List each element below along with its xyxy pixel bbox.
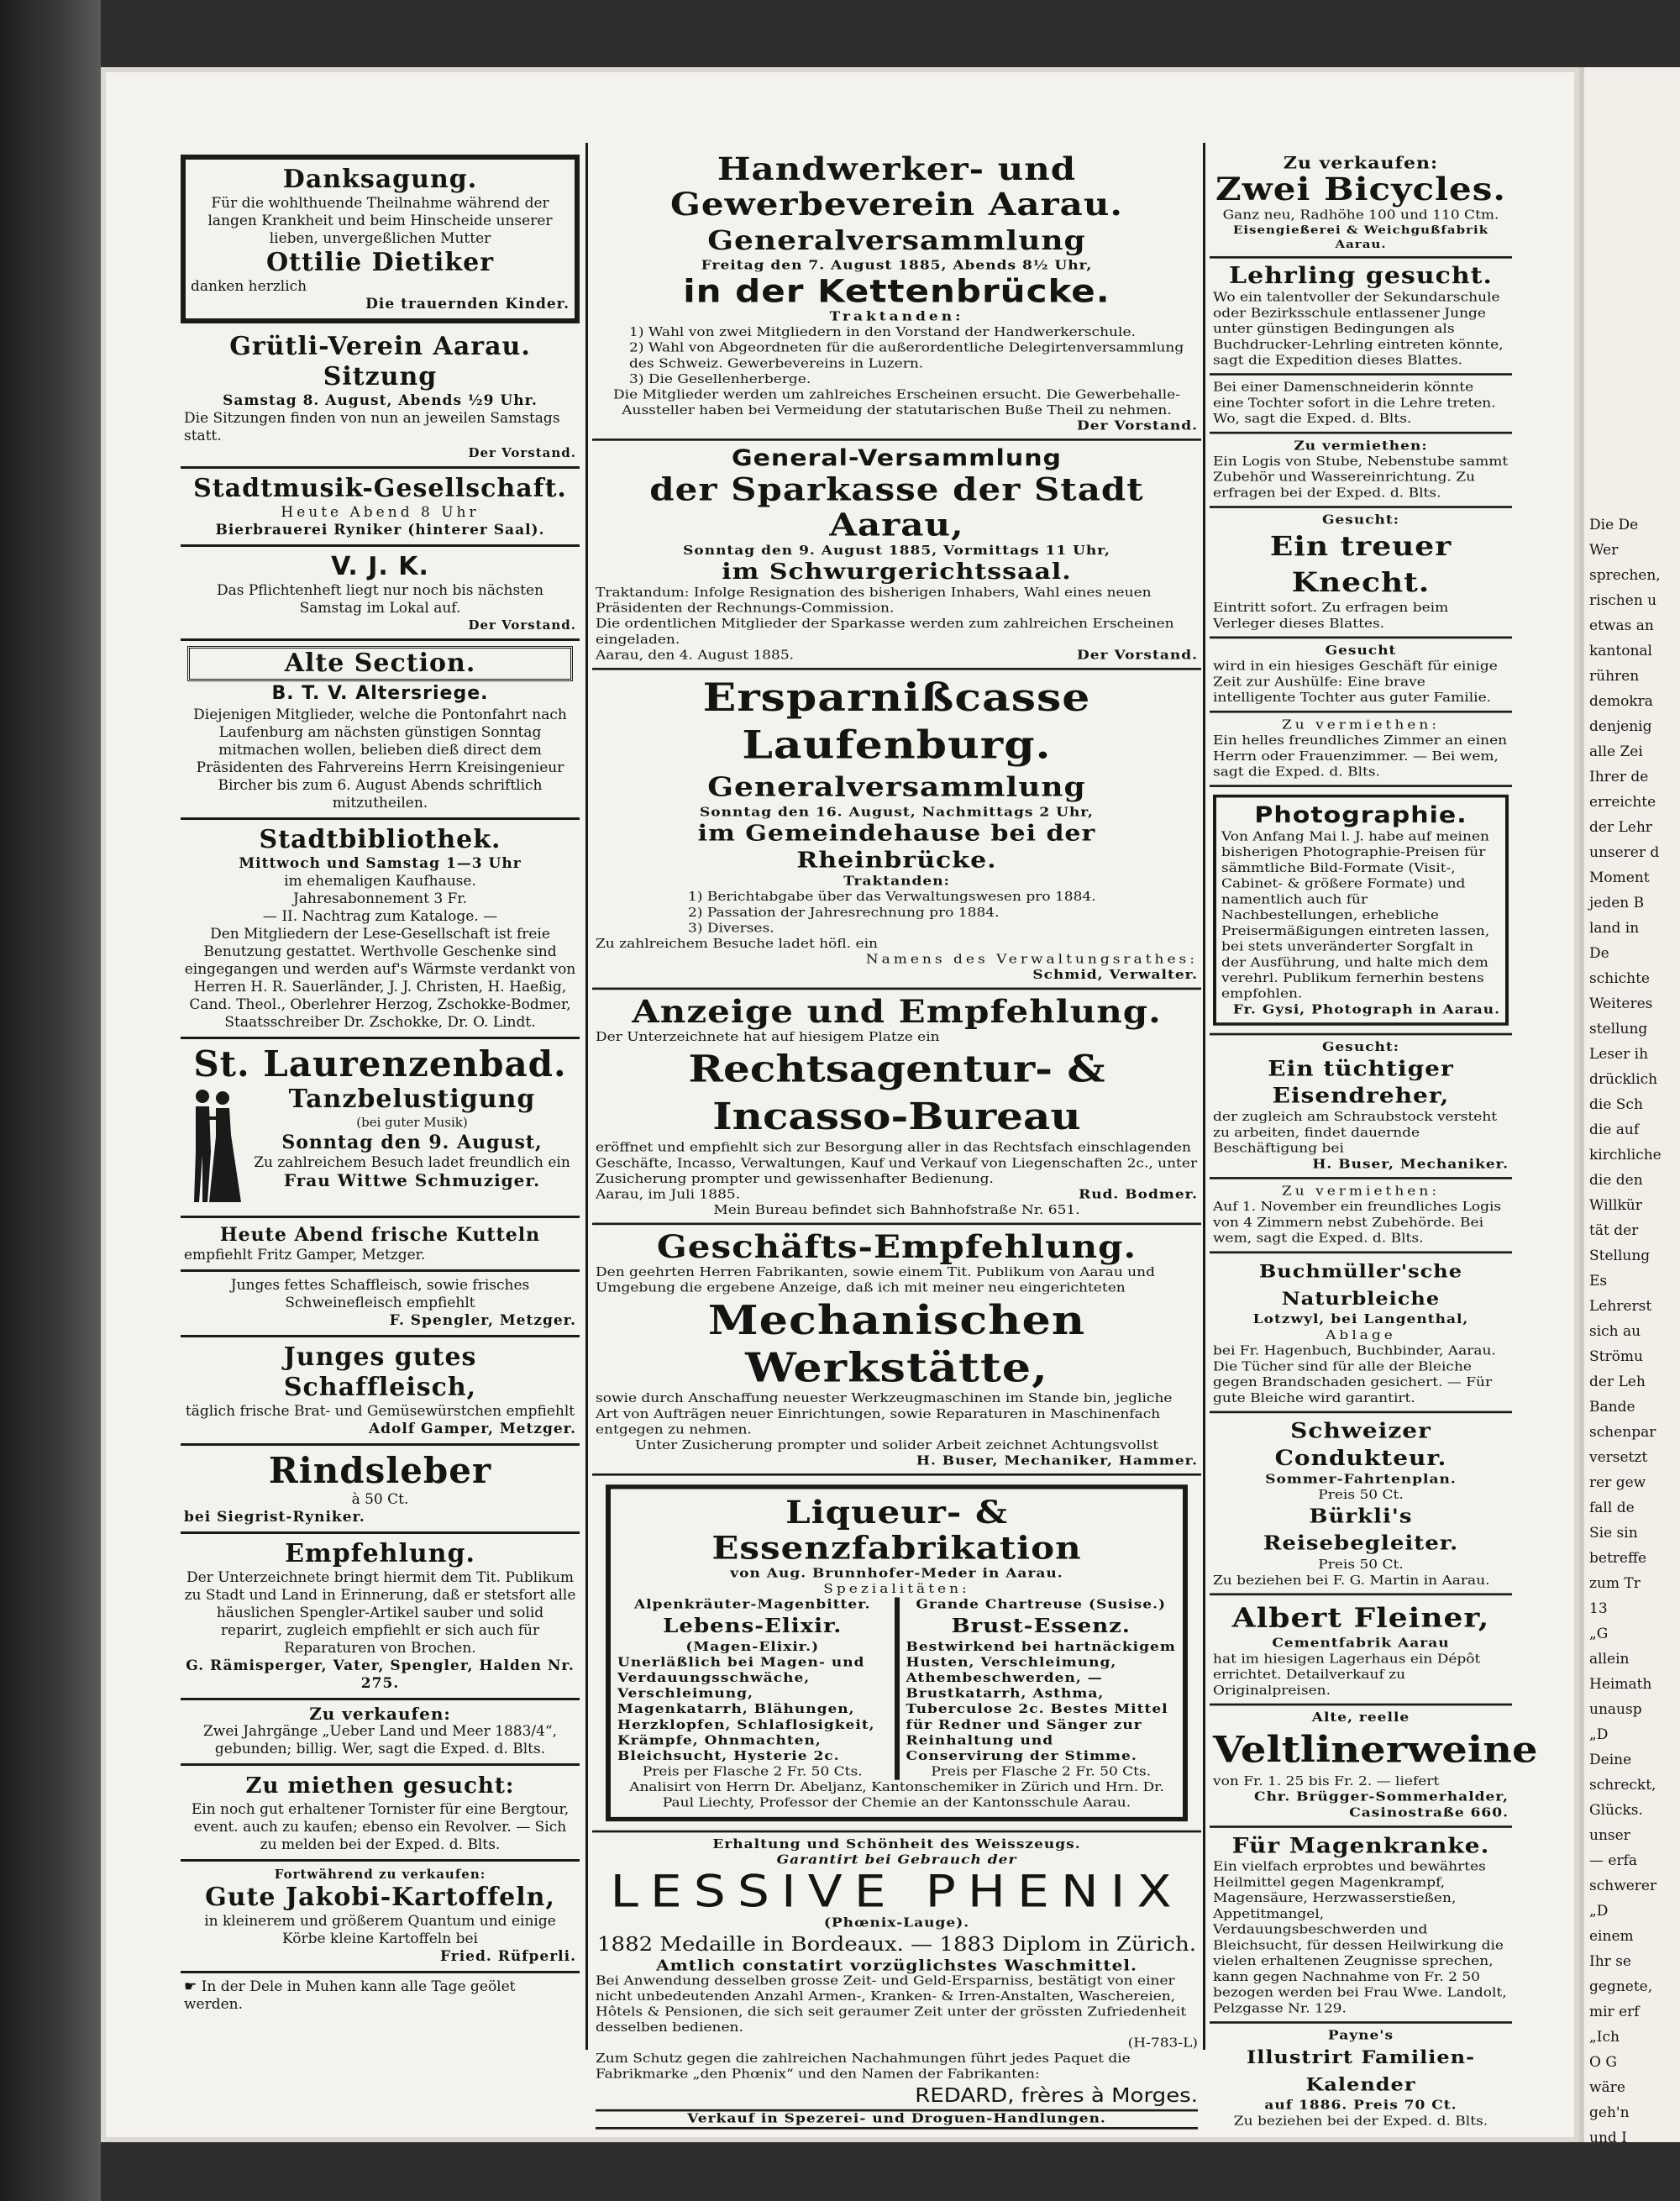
facing-page-line: unausp bbox=[1589, 1701, 1642, 1718]
ad-body: Bei einer Damenschneiderin könnte eine Tochter sofort in die Lehre treten. Wo, sagt die Exped. d. Blts. bbox=[1213, 380, 1496, 427]
ad-body: Ein noch gut erhaltener Tornister für eine Bergtour, event. auch zu kaufen; ebenso ein Revolver. — Sich zu melden bei der Exped. d. Blts. bbox=[191, 1801, 570, 1853]
facing-page-line: mir erf bbox=[1589, 2004, 1640, 2020]
ad-title: Veltlinerweine bbox=[1213, 1729, 1538, 1772]
ad-subtitle: der Sparkasse der Stadt Aarau, bbox=[649, 470, 1144, 544]
ad-body: sowie durch Anschaffung neuester Werkzeugmaschinen im Stande bin, jegliche Art von Aufträgen neuer Einrichtungen, sowie Reparaturen in Maschinenfach entgegen zu nehmen. bbox=[596, 1390, 1173, 1437]
facing-page-line: Es bbox=[1589, 1273, 1608, 1290]
ad-address: Mein Bureau befindet sich Bahnhofstraße Nr. 651. bbox=[713, 1202, 1080, 1218]
dancing-couple-icon bbox=[184, 1085, 243, 1211]
ad-title: Ein tüchtiger Eisendreher, bbox=[1268, 1056, 1454, 1108]
ad-subtitle: Generalversammlung bbox=[707, 771, 1086, 803]
facing-page-line: demokra bbox=[1589, 693, 1653, 710]
facing-page-line: Glücks. bbox=[1589, 1802, 1643, 1819]
ad-kartoffeln bbox=[181, 1862, 580, 1973]
ad-date: Samstag 8. August, Abends ½9 Uhr. bbox=[223, 392, 538, 409]
ad-item-3: 3) Die Gesellenherberge. bbox=[629, 371, 811, 387]
ad-signature: Der Vorstand. bbox=[468, 617, 576, 633]
ad-amtlich: Amtlich constatirt vorzüglichstes Waschmittel. bbox=[656, 1956, 1137, 1975]
ad-body-2: Namens des Verwaltungsrathes: bbox=[865, 952, 1198, 967]
ad-date: Sonntag den 9. August, bbox=[281, 1132, 543, 1153]
ad-naturbleiche bbox=[1210, 1253, 1512, 1413]
facing-page-line: die Sch bbox=[1589, 1096, 1643, 1113]
facing-page-line: rühren bbox=[1589, 668, 1640, 685]
ad-schaffleisch-gamper bbox=[181, 1337, 580, 1446]
facing-page-line: und I bbox=[1589, 2130, 1627, 2142]
facing-page-line: etwas an bbox=[1589, 617, 1654, 634]
facing-page-line: Wer bbox=[1589, 542, 1619, 559]
ad-body: der zugleich am Schraubstock versteht zu arbeiten, findet dauernde Beschäftigung bei bbox=[1213, 1109, 1498, 1157]
ad-title: Ersparnißcasse Laufenburg. bbox=[702, 675, 1091, 769]
ad-pre: Gesucht: bbox=[1321, 1039, 1400, 1055]
ad-knecht bbox=[1210, 508, 1512, 638]
ad-title: Liqueur- & Essenzfabrikation bbox=[711, 1494, 1082, 1567]
ad-body-tail: danken herzlich bbox=[191, 278, 307, 295]
ad-place: Lotzwyl, bei Langenthal, bbox=[1252, 1311, 1469, 1327]
ad-line-1: Mittwoch und Samstag 1—3 Uhr bbox=[239, 855, 522, 872]
ad-body: Ganz neu, Radhöhe 100 und 110 Ctm. bbox=[1222, 207, 1499, 223]
facing-page-line: De bbox=[1589, 945, 1609, 962]
ad-body: empfiehlt Fritz Gamper, Metzger. bbox=[184, 1247, 426, 1263]
ad-body: Junges fettes Schaffleisch, sowie frisches Schweinefleisch empfiehlt bbox=[230, 1277, 530, 1311]
ad-subtitle: Generalversammlung bbox=[707, 224, 1086, 256]
facing-page-line: versetzt bbox=[1589, 1449, 1648, 1466]
ad-laurenzenbad bbox=[181, 1039, 580, 1218]
ad-traktanden-label: Traktanden: bbox=[829, 309, 964, 325]
ad-signature: Adolf Gamper, Metzger. bbox=[368, 1421, 576, 1437]
column-rule-1 bbox=[585, 143, 588, 2050]
facing-page-line: fall de bbox=[1589, 1500, 1635, 1516]
facing-page-line: jeden B bbox=[1589, 895, 1645, 911]
ad-title: Anzeige und Empfehlung. bbox=[632, 993, 1162, 1030]
ad-subtitle-2: Bürkli's Reisebegleiter. bbox=[1263, 1505, 1459, 1555]
facing-page-line: unserer d bbox=[1589, 844, 1660, 861]
facing-page-line: einem bbox=[1589, 1928, 1634, 1945]
ad-title: Zu verkaufen: bbox=[309, 1704, 451, 1724]
ad-verkauf: Verkauf in Spezerei- und Droguen-Handlungen. bbox=[596, 2109, 1198, 2130]
ad-title: V. J. K. bbox=[331, 552, 429, 581]
left-heading-2: Lebens-Elixir. bbox=[663, 1615, 843, 1638]
ad-title: Zu miethen gesucht: bbox=[245, 1773, 515, 1799]
facing-page-line: 13 bbox=[1589, 1600, 1608, 1617]
ad-title: Zu vermiethen: bbox=[1294, 438, 1428, 454]
ad-body: Das Pflichtenheft liegt nur noch bis nächsten Samstag im Lokal auf. bbox=[216, 582, 544, 617]
ad-title: Alte Section. bbox=[187, 646, 573, 681]
ad-pre: Fortwährend zu verkaufen: bbox=[274, 1867, 486, 1882]
ad-body bbox=[184, 1978, 576, 2014]
ad-signature: G. Rämisperger, Vater, Spengler, Halden Nr. 275. bbox=[186, 1657, 575, 1692]
ad-veltliner bbox=[1210, 1705, 1538, 1827]
ad-date: Freitag den 7. August 1885, Abends 8½ Uhr, bbox=[701, 258, 1093, 274]
ad-title: Empfehlung. bbox=[285, 1539, 475, 1568]
left-heading-3: (Magen-Elixir.) bbox=[685, 1639, 820, 1655]
facing-page-edge bbox=[1579, 67, 1680, 2142]
ad-item-1: 1) Wahl von zwei Mitgliedern in den Vorstand der Handwerkerschule. bbox=[629, 324, 1136, 340]
facing-page-line: Ihrer de bbox=[1589, 769, 1649, 785]
ad-signature: Schmid, Verwalter. bbox=[1032, 967, 1198, 983]
ad-body: in kleinerem und größerem Quantum und einige Körbe kleine Kartoffeln bei bbox=[204, 1913, 556, 1947]
ad-kalender bbox=[1210, 2024, 1512, 2134]
column-left bbox=[181, 151, 580, 2019]
ad-body: Eintritt sofort. Zu erfragen beim Verleger dieses Blattes. bbox=[1213, 600, 1449, 632]
ad-note: Zu beziehen bei der Exped. d. Blts. bbox=[1233, 2113, 1488, 2129]
facing-page-line: schenpar bbox=[1589, 1424, 1656, 1441]
ad-rechtsagentur bbox=[592, 990, 1201, 1225]
ad-title: Buchmüller'sche Naturbleiche bbox=[1259, 1260, 1462, 1310]
ad-date: Sonntag den 16. August, Nachmittags 2 Uhr, bbox=[700, 805, 1094, 820]
ad-title: Ein treuer Knecht. bbox=[1269, 530, 1452, 598]
ad-body: Der Unterzeichnete bringt hiermit dem Tit. Publikum zu Stadt und Land in Erinnerung, daß er stetsfort alle häuslichen Spengler-Artikel sauber und solid reparirt, zugleich empfiehlt er sich auch für Reparaturen von Brochen. bbox=[184, 1569, 576, 1657]
ad-bicycles bbox=[1210, 151, 1512, 259]
facing-page-line: sprechen, bbox=[1589, 567, 1661, 584]
ad-stadtmusik bbox=[181, 469, 580, 547]
book-spine bbox=[0, 0, 101, 2201]
facing-page-line: Deine bbox=[1589, 1752, 1632, 1768]
ad-signature: F. Spengler, Metzger. bbox=[389, 1312, 576, 1329]
ad-vjk bbox=[181, 547, 580, 641]
facing-page-text bbox=[1584, 67, 1680, 2142]
ad-logis-november bbox=[1210, 1179, 1512, 1253]
left-price: Preis per Flasche 2 Fr. 50 Cts. bbox=[642, 1764, 863, 1779]
ad-damenschneiderin bbox=[1210, 376, 1512, 434]
facing-page-line: schichte bbox=[1589, 970, 1650, 987]
ad-price: à 50 Ct. bbox=[351, 1491, 409, 1508]
facing-page-line: „D bbox=[1589, 1726, 1609, 1743]
facing-page-line: sich au bbox=[1589, 1323, 1641, 1340]
facing-page-line: land in bbox=[1589, 920, 1640, 937]
ad-signature: Eisengießerei & Weichgußfabrik Aarau. bbox=[1232, 223, 1489, 251]
ad-pre-1: Erhaltung und Schönheit des Weisszeugs. bbox=[712, 1836, 1081, 1852]
ad-price: Preis 50 Ct. bbox=[1318, 1487, 1404, 1503]
facing-page-line: Moment bbox=[1589, 869, 1650, 886]
facing-page-line: die den bbox=[1589, 1172, 1643, 1189]
ad-code: (H-783-L) bbox=[1127, 2036, 1198, 2051]
ad-title: Rindsleber bbox=[268, 1450, 492, 1491]
ad-body: Ein vielfach erprobtes und bewährtes Heilmittel gegen Magenkrampf, Magensäure, Herzwasserstießen, Appetitmangel, Verdauungsbeschwerden und Bleichsucht, für dessen Heilwirkung die vielen erhaltenen Zeugnisse sprechen, kann gegen Nachnahme von Fr. 2 50 bezogen werden bei Frau Wwe. Landolt, Pelzgasse Nr. 129. bbox=[1213, 1859, 1507, 2016]
left-body: Unerläßlich bei Magen- und Verdauungsschwäche, Verschleimung, Magenkatarrh, Blähungen, Herzklopfen, Schlaflosigkeit, Krämpfe, Ohnmachten, Bleichsucht, Hysterie 2c. bbox=[617, 1655, 875, 1764]
ad-body: Die ordentlichen Mitglieder der Sparkasse werden zum zahlreichen Erscheinen eingeladen. bbox=[596, 617, 1174, 648]
facing-page-line: schwerer bbox=[1589, 1878, 1657, 1894]
right-body: Bestwirkend bei hartnäckigem Husten, Verschleimung, Athembeschwerden, — Brustkatarrh, Asthma, Tuberculose 2c. Bestes Mittel für Redner und Sänger zur Reinhaltung und Conservirung der Stimme. bbox=[906, 1639, 1176, 1764]
column-center bbox=[592, 147, 1201, 2134]
facing-page-line: Sie sin bbox=[1589, 1525, 1638, 1542]
ad-title: Heute Abend frische Kutteln bbox=[219, 1224, 541, 1246]
ad-body: eröffnet und empfiehlt sich zur Besorgung aller in das Rechtsfach einschlagenden Geschäfte, Incasso, Verwaltungen, Kauf und Verkauf von Liegenschaften 2c., unter Zusicherung prompter und gewissenhafter Bedienung. bbox=[596, 1140, 1198, 1187]
ad-headline: Mechanischen Werkstätte, bbox=[707, 1295, 1086, 1391]
ad-traktanden-label: Traktanden: bbox=[843, 874, 950, 890]
facing-page-line: denjenig bbox=[1589, 718, 1652, 735]
ad-title: Zu vermiethen: bbox=[1281, 717, 1441, 733]
ad-signature: Rud. Bodmer. bbox=[1079, 1187, 1198, 1202]
ad-item-1: 1) Berichtabgabe über das Verwaltungswesen pro 1884. bbox=[688, 889, 1096, 905]
ad-title: Gesucht bbox=[1325, 643, 1397, 659]
ad-gewerbeverein bbox=[592, 147, 1201, 441]
facing-page-line: alle Zei bbox=[1589, 743, 1643, 760]
ad-pre: Zu verkaufen: bbox=[1283, 153, 1439, 173]
column-rule-2 bbox=[1203, 143, 1205, 2050]
ad-laufenburg bbox=[592, 670, 1201, 990]
ad-eisendreher bbox=[1210, 1035, 1512, 1179]
ad-place: im Gemeindehause bei der Rheinbrücke. bbox=[697, 820, 1096, 874]
ad-title: LESSIVE PHENIX bbox=[610, 1866, 1184, 1918]
facing-page-line: betreffe bbox=[1589, 1550, 1647, 1567]
ad-zu-verkaufen bbox=[181, 1700, 580, 1766]
facing-page-line: allein bbox=[1589, 1651, 1630, 1668]
facing-page-line: der Lehr bbox=[1589, 819, 1652, 836]
right-heading-2: Brust-Essenz. bbox=[951, 1615, 1131, 1638]
ad-title: Albert Fleiner, bbox=[1231, 1602, 1490, 1634]
ad-alte-section bbox=[181, 641, 580, 820]
ad-body: Von Anfang Mai l. J. habe auf meinen bisherigen Photographie-Preisen für sämmtliche Bild-Formate (Visit-, Cabinet- & größere Formate) und namentlich auch für Nachbestellungen, erhebliche Preisermäßigungen eintreten lassen, bei stets unveränderter Sorgfalt in der Ausführung, und halte mich dem verehrl. Publikum fernerhin bestens empfohlen. bbox=[1221, 828, 1490, 1002]
ad-body: täglich frische Brat- und Gemüsewürstchen empfiehlt bbox=[185, 1403, 575, 1420]
ad-subtitle: auf 1886. Preis 70 Ct. bbox=[1264, 2098, 1457, 2114]
ad-place: im Schwurgerichtssaal. bbox=[722, 559, 1072, 586]
ad-rindsleber bbox=[181, 1446, 580, 1534]
ad-pre: Alte, reelle bbox=[1311, 1710, 1410, 1726]
ad-body: Ein Logis von Stube, Nebenstube sammt Zubehör und Wassereinrichtung. Zu erfragen bei der Exped. d. Blts. bbox=[1213, 454, 1509, 501]
ad-maker: REDARD, frères à Morges. bbox=[915, 2084, 1198, 2108]
ad-title: Zwei Bicycles. bbox=[1215, 171, 1507, 207]
ad-subtitle: von Aug. Brunnhofer-Meder in Aarau. bbox=[730, 1566, 1063, 1582]
ad-lessive-phenix bbox=[592, 1832, 1201, 2134]
ad-line-2: im ehemaligen Kaufhause. bbox=[284, 873, 476, 890]
ad-sparkasse bbox=[592, 441, 1201, 670]
ad-fleiner bbox=[1210, 1595, 1512, 1705]
ad-title: Illustrirt Familien-Kalender bbox=[1246, 2046, 1476, 2095]
ad-signature: Der Vorstand. bbox=[1077, 418, 1198, 433]
ad-dele bbox=[181, 1973, 580, 2019]
facing-page-line: Die De bbox=[1589, 517, 1639, 533]
ad-lehrling bbox=[1210, 259, 1512, 376]
ad-intro: Den geehrten Herren Fabrikanten, sowie einem Tit. Publikum von Aarau und Umgebung die ergebene Anzeige, daß ich mit meiner neu eingerichteten bbox=[596, 1264, 1155, 1296]
ad-place: in der Kettenbrücke. bbox=[683, 273, 1110, 310]
ad-subtitle: Tanzbelustigung bbox=[288, 1085, 536, 1114]
ad-traktandum: Traktandum: Infolge Resignation des bisherigen Inhabers, Wahl eines neuen Präsidenten der Rechnungs-Commission. bbox=[596, 585, 1152, 617]
ad-body: Diejenigen Mitglieder, welche die Pontonfahrt nach Laufenburg am nächsten günstigen Sonntag mitmachen wollen, belieben dieß direct dem Präsidenten des Fahrvereins Herrn Kreisingenieur Bircher bis zum 6. August Abends schriftlich mitzutheilen. bbox=[193, 707, 567, 812]
ad-signature: Fried. Rüfperli. bbox=[439, 1948, 576, 1965]
ad-ablage: Ablage bbox=[1326, 1327, 1396, 1343]
ad-body: Die Mitglieder werden um zahlreiches Erscheinen ersucht. Die Gewerbehalle-Aussteller haben bei Vermeidung der statutarischen Buße Theil zu nehmen. bbox=[613, 387, 1180, 418]
right-heading-1: Grande Chartreuse (Susise.) bbox=[916, 1597, 1167, 1613]
ad-note: Zu beziehen bei F. G. Martin in Aarau. bbox=[1213, 1573, 1490, 1589]
facing-page-line: drücklich bbox=[1589, 1071, 1658, 1088]
ad-paren: (Phœnix-Lauge). bbox=[823, 1915, 970, 1930]
facing-page-line: rer gew bbox=[1589, 1474, 1646, 1491]
facing-page-line: unser bbox=[1589, 1827, 1630, 1844]
ad-footer: Analisirt von Herrn Dr. Abeljanz, Kantonschemiker in Zürich und Hrn. Dr. Paul Liechty, Professor der Chemie an der Kantonsschule Aarau. bbox=[629, 1779, 1164, 1810]
facing-page-line: „G bbox=[1589, 1626, 1609, 1642]
ad-headline: Rechtsagentur- & Incasso-Bureau bbox=[688, 1047, 1105, 1138]
facing-page-line: Lehrerst bbox=[1589, 1298, 1652, 1315]
facing-page-line: Weiteres bbox=[1589, 995, 1653, 1012]
ad-danksagung bbox=[181, 155, 580, 323]
facing-page-line: O G bbox=[1589, 2054, 1617, 2071]
facing-page-line: kantonal bbox=[1589, 643, 1652, 659]
ad-name: Ottilie Dietiker bbox=[266, 248, 494, 277]
ad-item-2: 2) Passation der Jahresrechnung pro 1884. bbox=[688, 905, 1000, 921]
ad-title: Zu vermiethen: bbox=[1281, 1184, 1441, 1199]
ad-title: Stadtmusik-Gesellschaft. bbox=[193, 474, 567, 503]
ad-werkstaette bbox=[592, 1225, 1201, 1475]
ad-body-text: In der Dele in Muhen kann alle Tage geölet werden. bbox=[184, 1978, 516, 2013]
ad-title: Junges gutes Schaffleisch, bbox=[283, 1342, 477, 1402]
ad-line-3: Jahresabonnement 3 Fr. bbox=[292, 890, 468, 907]
ad-signature: Fr. Gysi, Photograph in Aarau. bbox=[1232, 1002, 1500, 1017]
ad-date-line: Aarau, den 4. August 1885. bbox=[596, 648, 795, 663]
facing-page-line: zum Tr bbox=[1589, 1575, 1641, 1592]
ad-body: Zu zahlreichem Besuch ladet freundlich ein bbox=[254, 1154, 570, 1171]
liqueur-frame bbox=[606, 1484, 1188, 1821]
ad-title: Gute Jakobi-Kartoffeln, bbox=[205, 1883, 555, 1912]
ad-zu-miethen bbox=[181, 1766, 580, 1862]
facing-page-line: erreichte bbox=[1589, 794, 1656, 811]
facing-page-line: Strömu bbox=[1589, 1348, 1643, 1365]
ad-photographie bbox=[1210, 787, 1512, 1035]
facing-page-line: Willkür bbox=[1589, 1197, 1642, 1214]
ad-body: von Fr. 1. 25 bis Fr. 2. — liefert bbox=[1213, 1773, 1440, 1789]
ad-pre: Gesucht: bbox=[1321, 512, 1400, 528]
facing-page-line: Bande bbox=[1589, 1399, 1635, 1416]
ad-subtitle: Cementfabrik Aarau bbox=[1272, 1636, 1450, 1652]
ad-body: hat im hiesigen Lagerhaus ein Dépôt errichtet. Detailverkauf zu Originalpreisen. bbox=[1213, 1652, 1481, 1699]
facing-page-line: geh'n bbox=[1589, 2104, 1630, 2121]
facing-page-line: stellung bbox=[1589, 1021, 1648, 1037]
ad-gruetli bbox=[181, 327, 580, 469]
ad-schaffleisch-spengler bbox=[181, 1272, 580, 1337]
ad-item-3: 3) Diverses. bbox=[688, 921, 774, 936]
ad-spec-label: Spezialitäten: bbox=[823, 1581, 970, 1597]
ad-signature: H. Buser, Mechaniker, Hammer. bbox=[916, 1453, 1198, 1468]
facing-page-line: tät der bbox=[1589, 1222, 1639, 1239]
ad-body: Wo ein talentvoller der Sekundarschule oder Bezirksschule entlassener Junge unter günstigen Bedingungen als Buchdrucker-Lehrling eintreten könnte, sagt die Expedition dieses Blattes. bbox=[1213, 290, 1504, 368]
ad-magenkranke bbox=[1210, 1828, 1512, 2024]
left-heading-1: Alpenkräuter-Magenbitter. bbox=[633, 1597, 871, 1613]
pointing-hand-icon: ☛ bbox=[184, 1978, 202, 1995]
ad-logis bbox=[1210, 434, 1512, 508]
ad-price-2: Preis 50 Ct. bbox=[1318, 1557, 1404, 1573]
ad-signature: Frau Wittwe Schmuziger. bbox=[283, 1170, 541, 1190]
facing-page-line: wäre bbox=[1589, 2079, 1625, 2096]
ad-liqueur bbox=[592, 1476, 1201, 1833]
ad-signature: Chr. Brügger-Sommerhalder, Casinostraße 660. bbox=[1254, 1789, 1509, 1820]
ad-signature: Der Vorstand. bbox=[1077, 648, 1198, 663]
facing-page-line: Ihr se bbox=[1589, 1953, 1631, 1970]
facing-page-line: gegnete, bbox=[1589, 1978, 1653, 1995]
facing-page-line: Stellung bbox=[1589, 1248, 1651, 1264]
right-price: Preis per Flasche 2 Fr. 50 Cts. bbox=[931, 1764, 1152, 1779]
ad-subtitle: Sommer-Fahrtenplan. bbox=[1265, 1471, 1457, 1487]
ad-title: Danksagung. bbox=[282, 165, 478, 194]
ad-body: Zwei Jahrgänge „Ueber Land und Meer 1883/4“, gebunden; billig. Wer, sagt die Exped. d. Blts. bbox=[202, 1723, 558, 1757]
facing-page-line: „Ich bbox=[1589, 2029, 1620, 2046]
ad-body: Bei Anwendung desselben grosse Zeit- und Geld-Ersparniss, bestätigt von einer nicht unbedeutenden Anzahl Armen-, Kranken- & Irren-Anstalten, Waschereien, Hôtels & Pensionen, die sich seit geraumer Zeit unter der grössten Zufriedenheit desselben bedienen. bbox=[596, 1973, 1187, 2036]
ad-zimmer bbox=[1210, 713, 1512, 787]
facing-page-line: Leser ih bbox=[1589, 1046, 1649, 1063]
ad-empfehlung-spengler bbox=[181, 1534, 580, 1700]
ad-title: General-Versammlung bbox=[731, 445, 1063, 471]
ad-schutz: Zum Schutz gegen die zahlreichen Nachahmungen führt jedes Paquet die Fabrikmarke „den Phœnix“ und den Namen der Fabrikanten: bbox=[596, 2051, 1131, 2083]
facing-page-line: Heimath bbox=[1589, 1676, 1652, 1693]
ad-title: Geschäfts-Empfehlung. bbox=[656, 1228, 1137, 1265]
ad-medal: 1882 Medaille in Bordeaux. — 1883 Diplom in Zürich. bbox=[596, 1933, 1196, 1956]
ad-title: St. Laurenzenbad. bbox=[193, 1043, 567, 1085]
ad-intro: Der Unterzeichnete hat auf hiesigem Platze ein bbox=[596, 1029, 940, 1045]
ad-body: Ein helles freundliches Zimmer an einen Herrn oder Frauenzimmer. — Bei wem, sagt die Exped. d. Blts. bbox=[1213, 733, 1508, 780]
facing-page-line: rischen u bbox=[1589, 592, 1657, 609]
ad-body: Zu zahlreichem Besuche ladet höfl. ein bbox=[596, 936, 879, 952]
ad-subtitle: B. T. V. Altersriege. bbox=[271, 683, 489, 704]
ad-paren: (bei guter Musik) bbox=[356, 1115, 468, 1130]
facing-page-line: schreckt, bbox=[1589, 1777, 1656, 1794]
facing-page-line: der Leh bbox=[1589, 1374, 1646, 1390]
ad-pre: Payne's bbox=[1327, 2028, 1394, 2044]
facing-page-line: die auf bbox=[1589, 1122, 1640, 1138]
ad-condukteur bbox=[1210, 1413, 1512, 1595]
ad-body: Auf 1. November ein freundliches Logis von 4 Zimmern nebst Zubehörde. Bei wem, sagt die Exped. d. Blts. bbox=[1213, 1199, 1502, 1247]
ad-item-2: 2) Wahl von Abgeordneten für die außerordentliche Delegirtenversammlung des Schweiz. Gewerbevereins in Luzern. bbox=[629, 340, 1184, 371]
ad-stadtbibliothek bbox=[181, 820, 580, 1039]
ad-date: Sonntag den 9. August 1885, Vormittags 11 Uhr, bbox=[683, 543, 1110, 559]
ad-body: Für die wohlthuende Theilnahme während der langen Krankheit und beim Hinscheide unserer lieben, unvergeßlichen Mutter bbox=[207, 195, 553, 247]
ad-line-4: — II. Nachtrag zum Kataloge. — bbox=[262, 908, 498, 925]
ad-line: bei Siegrist-Ryniker. bbox=[184, 1509, 365, 1526]
ad-title: Grütli-Verein Aarau. bbox=[229, 332, 531, 361]
ad-body: wird in ein hiesiges Geschäft für einige Zeit zur Aushülfe: Eine brave intelligente Tochter aus guter Familie. bbox=[1213, 659, 1498, 706]
ad-title: Lehrling gesucht. bbox=[1229, 262, 1493, 290]
ad-tochter bbox=[1210, 638, 1512, 712]
facing-page-line: — erfa bbox=[1589, 1852, 1638, 1869]
ad-line: Heute Abend 8 Uhr bbox=[281, 504, 480, 521]
ad-title: Schweizer Condukteur. bbox=[1274, 1418, 1447, 1471]
ad-pre-2: Garantirt bei Gebrauch der bbox=[776, 1852, 1017, 1867]
column-right bbox=[1210, 151, 1538, 2134]
ad-title: Für Magenkranke. bbox=[1231, 1833, 1490, 1858]
ad-date-line: Aarau, im Juli 1885. bbox=[596, 1187, 741, 1202]
ad-body: bei Fr. Hagenbuch, Buchbinder, Aarau. Die Tücher sind für alle der Bleiche gegen Brandschaden gesichert. — Für gute Bleiche wird garantirt. bbox=[1213, 1343, 1496, 1406]
ad-place: Bierbrauerei Ryniker (hinterer Saal). bbox=[215, 522, 545, 538]
ad-subtitle: Sitzung bbox=[323, 362, 438, 391]
ad-kutteln bbox=[181, 1218, 580, 1272]
ad-body: Den Mitgliedern der Lese-Gesellschaft ist freie Benutzung gestattet. Werthvolle Geschenke sind eingegangen und werden auf's Wärmste verdankt von Herren H. R. Sauerländer, J. J. Christen, H. Haeßig, Cand. Theol., Oberlehrer Herzog, Zschokke-Bodmer, Staatsschreiber Dr. Zschokke, Dr. O. Lindt. bbox=[184, 926, 576, 1031]
ad-title: Handwerker- und Gewerbeverein Aarau. bbox=[669, 150, 1124, 223]
facing-page-line: kirchliche bbox=[1589, 1147, 1662, 1164]
ad-note: Unter Zusicherung prompter und solider Arbeit zeichnet Achtungsvollst bbox=[634, 1437, 1159, 1453]
ad-signature: H. Buser, Mechaniker. bbox=[1312, 1156, 1509, 1172]
ad-title: Stadtbibliothek. bbox=[259, 825, 501, 854]
facing-page-line: „D bbox=[1589, 1903, 1609, 1920]
ad-signature: Der Vorstand. bbox=[468, 445, 576, 460]
ad-signature: Die trauernden Kinder. bbox=[365, 296, 570, 313]
ad-body: Die Sitzungen finden von nun an jeweilen Samstags statt. bbox=[184, 410, 560, 444]
ad-title: Photographie. bbox=[1254, 801, 1467, 829]
